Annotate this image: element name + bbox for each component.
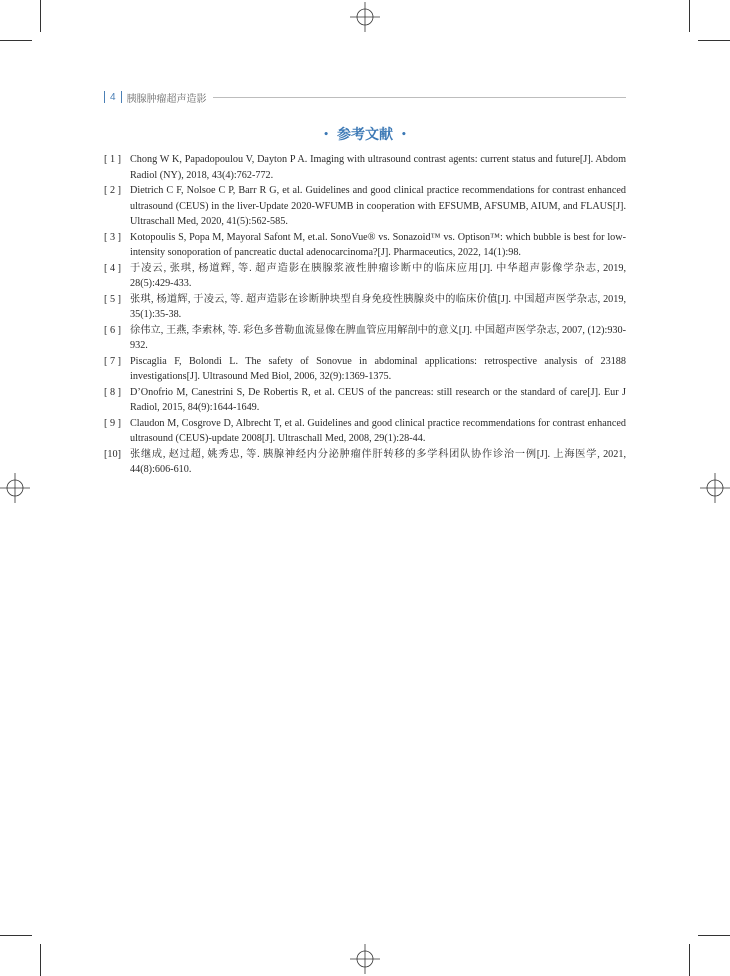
reference-number: [ 8 ] (104, 386, 121, 398)
section-title-text: 参考文献 (337, 127, 393, 143)
header-divider (121, 91, 122, 103)
reference-number: [10] (104, 448, 121, 460)
reference-number: [ 5 ] (104, 293, 121, 305)
title-decoration-dot: • (323, 130, 329, 140)
reference-text: 于凌云, 张琪, 杨道辉, 等. 超声造影在胰腺浆液性肿瘤诊断中的临床应用[J]. 中华超声影像学杂志, 2019, 28(5):429-433. (130, 262, 626, 289)
reference-item (104, 416, 626, 447)
crop-mark (689, 0, 690, 32)
crop-mark (40, 0, 41, 32)
running-title: 胰腺肿瘤超声造影 (126, 93, 207, 105)
registration-mark-icon (700, 473, 730, 503)
reference-item (104, 447, 626, 478)
reference-text: Piscaglia F, Bolondi L. The safety of Sonovue in abdominal applications: retrospective analysis of 23188 investigations[J]. Ultrasound Med Biol, 2006, 32(9):1369-1375. (130, 355, 626, 382)
page-number: 4 (110, 91, 116, 103)
reference-item (104, 354, 626, 385)
reference-number: [ 7 ] (104, 355, 121, 367)
reference-text: Kotopoulis S, Popa M, Mayoral Safont M, et.al. SonoVue® vs. Sonazoid™ vs. Optison™: which bubble is best for low-intensity sonoporation of pancreatic ductal adenocarcinoma?[J]. Pharmaceutics, 2022, 14(1):98. (130, 231, 626, 258)
reference-item (104, 230, 626, 261)
registration-mark-icon (0, 473, 30, 503)
reference-item (104, 385, 626, 416)
crop-mark (40, 944, 41, 976)
reference-text: D’Onofrio M, Canestrini S, De Robertis R, et al. CEUS of the pancreas: still research or the standard of care[J]. Eur J Radiol, 2015, 84(9):1644-1649. (130, 386, 626, 413)
reference-text: Claudon M, Cosgrove D, Albrecht T, et al. Guidelines and good clinical practice recommendations for contrast enhanced ultrasound (CEUS)-update 2008[J]. Ultraschall Med, 2008, 29(1):28-44. (130, 417, 626, 444)
reference-item (104, 183, 626, 230)
crop-mark (0, 935, 32, 936)
reference-text: Chong W K, Papadopoulou V, Dayton P A. Imaging with ultrasound contrast agents: current status and future[J]. Abdom Radiol (NY), 2018, 43(4):762-772. (130, 154, 626, 181)
reference-number: [ 3 ] (104, 231, 121, 243)
reference-item (104, 292, 626, 323)
reference-text: 徐伟立, 王燕, 李索林, 等. 彩色多普勒血流显像在脾血管应用解剖中的意义[J]. 中国超声医学杂志, 2007, (12):930-932. (130, 324, 626, 351)
reference-text: 张继成, 赵过超, 姚秀忠, 等. 胰腺神经内分泌肿瘤伴肝转移的多学科团队协作诊治一例[J]. 上海医学, 2021, 44(8):606-610. (130, 448, 626, 475)
reference-number: [ 6 ] (104, 324, 121, 336)
crop-mark (698, 40, 730, 41)
reference-number: [ 1 ] (104, 154, 121, 165)
reference-item (104, 261, 626, 292)
registration-mark-icon (350, 2, 380, 32)
section-title (0, 124, 730, 144)
reference-text: Dietrich C F, Nolsoe C P, Barr R G, et al. Guidelines and good clinical practice recommendations for contrast enhanced ultrasound (CEUS) in the liver-Update 2020-WFUMB in cooperation with EFSUMB, AFSUMB, AIUM, and FLAUS[J]. Ultraschall Med, 2020, 41(5):562-585. (130, 185, 626, 227)
reference-number: [ 2 ] (104, 185, 121, 196)
crop-mark (0, 40, 32, 41)
reference-item (104, 152, 626, 183)
title-decoration-dot: • (401, 130, 407, 140)
header-rule (213, 97, 626, 98)
crop-mark (689, 944, 690, 976)
reference-list (104, 152, 626, 478)
reference-text: 张琪, 杨道辉, 于凌云, 等. 超声造影在诊断肿块型自身免疫性胰腺炎中的临床价值[J]. 中国超声医学杂志, 2019, 35(1):35-38. (130, 293, 626, 320)
reference-number: [ 4 ] (104, 262, 121, 274)
reference-item (104, 323, 626, 354)
crop-mark (698, 935, 730, 936)
header-divider (104, 91, 105, 103)
reference-number: [ 9 ] (104, 417, 121, 429)
running-header (104, 90, 626, 104)
registration-mark-icon (350, 944, 380, 974)
